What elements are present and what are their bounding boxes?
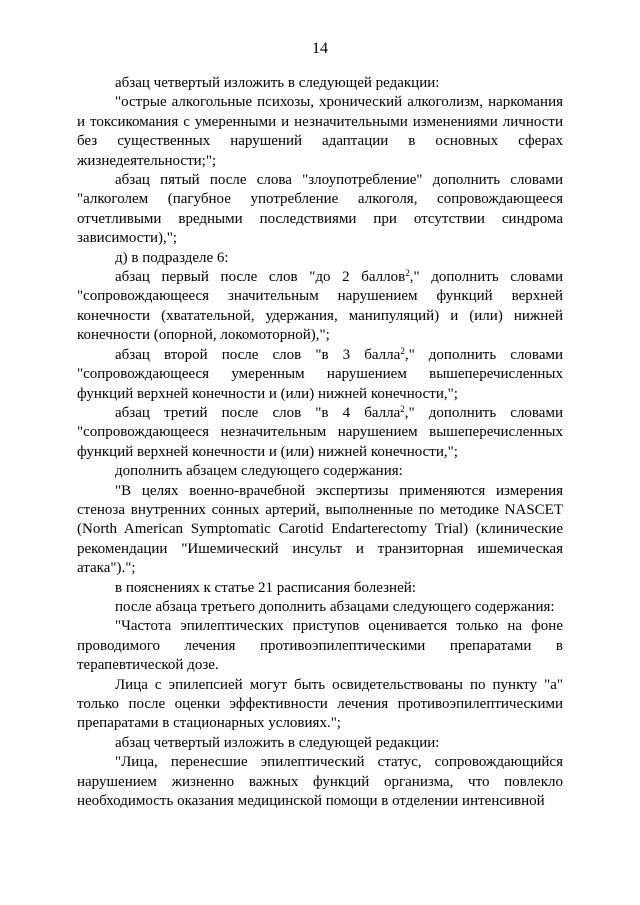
footnote-mark: 2 xyxy=(405,268,410,279)
paragraph: после абзаца третьего дополнить абзацами следующего содержания: xyxy=(115,598,555,615)
paragraph: дополнить абзацем следующего содержания: xyxy=(115,463,403,480)
paragraph-text: абзац первый после слов "до 2 баллов xyxy=(115,269,406,286)
paragraph-text: абзац третий после слов "в 4 балла xyxy=(115,404,401,421)
page-number: 14 xyxy=(312,40,328,57)
paragraph-text: абзац второй после слов "в 3 балла xyxy=(115,346,401,363)
paragraph: в пояснениях к статье 21 расписания болезней: xyxy=(115,579,416,596)
paragraph: д) в подразделе 6: xyxy=(115,249,229,266)
paragraph-text: ," дополнить словами "сопровождающееся значительным нарушением функций верхней конечности (хватательной, удержания, манипуляций) и (или) нижней конечности (опорной, локомоторной),"; xyxy=(77,269,563,344)
paragraph: "Лица, перенесшие эпилептический статус, сопровождающийся нарушением жизненно важных функций организма, что повлекло необходимость оказания медицинской помощи в отделении интенсивной xyxy=(77,754,563,810)
paragraph-text: ," дополнить словами "сопровождающееся умеренным нарушением вышеперечисленных функций верхней конечности и (или) нижней конечности,"; xyxy=(77,346,563,402)
paragraph: "Частота эпилептических приступов оценивается только на фоне проводимого лечения противоэпилептическими препаратами в терапевтической дозе. xyxy=(77,618,563,674)
footnote-mark: 2 xyxy=(400,403,405,414)
paragraph: "острые алкогольные психозы, хронический алкоголизм, наркомания и токсикомания с умеренными и незначительными изменениями личности без существенных нарушений адаптации в основных сферах жизнедеятельности;"; xyxy=(77,94,563,169)
document-body xyxy=(77,74,563,811)
paragraph: "В целях военно-врачебной экспертизы применяются измерения стеноза внутренних сонных артерий, выполненные по методике NASCET (North American Symptomatic Carotid Endarterectomy Trial) (клинические рекомендации "Ишемический инсульт и транзиторная ишемическая атака")."; xyxy=(77,482,563,577)
paragraph: Лица с эпилепсией могут быть освидетельствованы по пункту "а" только после оценки эффективности лечения противоэпилептическими препаратами в стационарных условиях."; xyxy=(77,676,563,732)
paragraph: абзац пятый после слова "злоупотребление" дополнить словами "алкоголем (пагубное употребление алкоголя, сопровождающееся отчетливыми вредными последствиями при отсутствии синдрома зависимости),"; xyxy=(77,172,563,247)
paragraph: абзац четвертый изложить в следующей редакции: xyxy=(115,734,440,751)
paragraph xyxy=(77,268,563,346)
footnote-mark: 2 xyxy=(400,345,405,356)
paragraph xyxy=(77,346,563,404)
paragraph xyxy=(77,404,563,462)
paragraph: абзац четвертый изложить в следующей редакции: xyxy=(115,75,440,91)
paragraph-text: ," дополнить словами "сопровождающееся незначительным нарушением вышеперечисленных функций верхней конечности и (или) нижней конечности,"; xyxy=(77,404,563,460)
